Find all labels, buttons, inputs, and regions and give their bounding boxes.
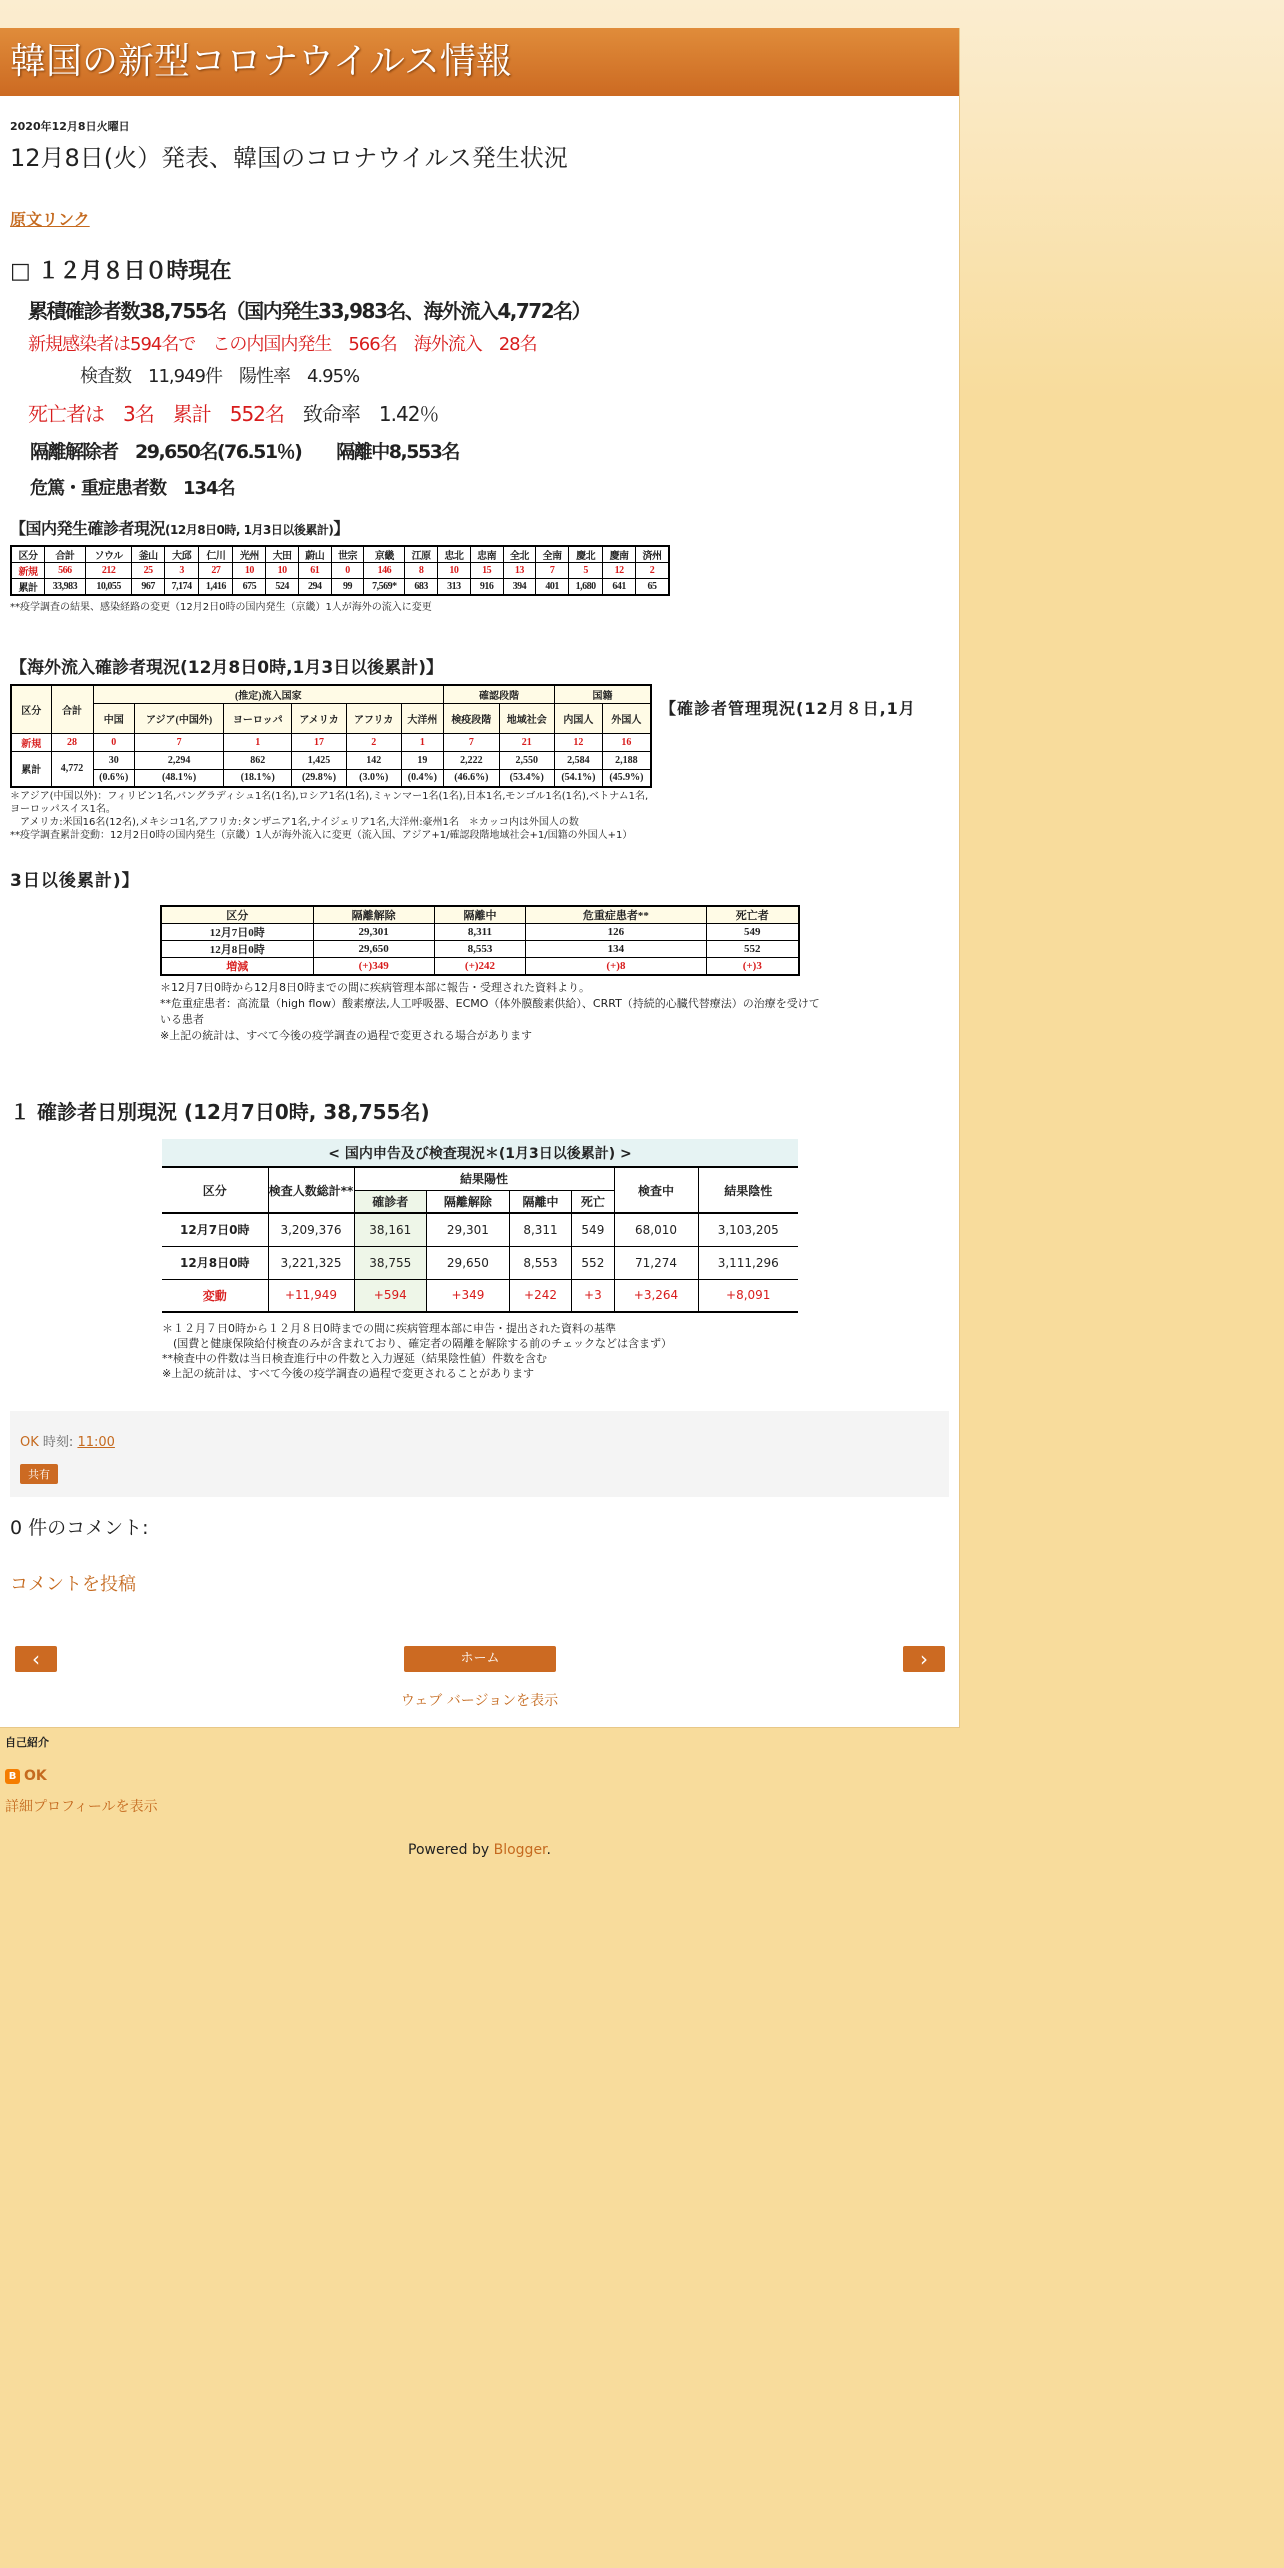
domestic-header: 釜山	[132, 546, 165, 563]
daily-cell: 549	[572, 1213, 614, 1246]
overseas-new-cell: 2	[346, 733, 401, 751]
overseas-h-group3: 国籍	[554, 685, 651, 703]
domestic-header: ソウル	[85, 546, 131, 563]
management-cell: 12月7日0時	[161, 924, 313, 941]
domestic-new-cell: 8	[405, 563, 438, 579]
overseas-cum-cell: 2,222	[444, 751, 499, 769]
overseas-cum-cell: 19	[401, 751, 444, 769]
domestic-heading-end: 】	[333, 519, 349, 538]
source-link[interactable]: 原文リンク	[10, 210, 90, 229]
overseas-pct-cell: (54.1%)	[554, 769, 602, 787]
domestic-header: 合計	[44, 546, 85, 563]
domestic-note: **疫学調査の結果、感染経路の変更（12月2日0時の国内発生（京畿）1人が海外の流入に変更	[10, 602, 432, 613]
daily-note: **検査中の件数は当日検査進行中の件数と入力遅延（結果陰性値）件数を含む	[162, 1352, 547, 1365]
daily-caption: < 国内申告及び検査現況＊(1月3日以後累計) >	[162, 1139, 798, 1167]
domestic-cum-cell: 99	[331, 579, 364, 596]
older-post-button[interactable]: ›	[903, 1646, 945, 1672]
domestic-new-cell: 212	[85, 563, 131, 579]
blogger-profile-icon: B	[5, 1769, 20, 1784]
overseas-sub-header: 地域社会	[499, 703, 554, 733]
daily-cell: +3,264	[614, 1279, 698, 1312]
summary-new: 新規感染者は594名で この内国内発生 566名 海外流入 28名	[28, 334, 537, 355]
overseas-note: アメリカ:米国16名(12名),メキシコ1名,アフリカ:タンザニア1名,ナイジェリア1名,大洋州:豪州1名 ＊カッコ内は外国人の数	[10, 817, 579, 828]
domestic-cum-cell: 33,983	[44, 579, 85, 596]
overseas-cum-cell: 2,188	[602, 751, 651, 769]
domestic-new-cell: 新規	[11, 563, 44, 579]
domestic-cum-cell: 394	[503, 579, 536, 596]
management-heading-end: 3日以後累計)】	[10, 871, 140, 891]
domestic-new-cell: 25	[132, 563, 165, 579]
overseas-sub-header: 中国	[93, 703, 134, 733]
daily-cell: 変動	[162, 1279, 268, 1312]
domestic-header: 忠北	[438, 546, 471, 563]
management-cell: 12月8日0時	[161, 941, 313, 958]
comments-count: 0 件のコメント:	[10, 1517, 149, 1539]
domestic-new-cell: 0	[331, 563, 364, 579]
management-header: 隔離解除	[313, 906, 434, 924]
domestic-heading	[10, 516, 949, 539]
powered-text: Powered by	[408, 1842, 490, 1858]
daily-cell: 29,301	[427, 1213, 510, 1246]
daily-cell: 68,010	[614, 1213, 698, 1246]
domestic-cum-cell: 65	[635, 579, 669, 596]
overseas-pct-cell: (0.6%)	[93, 769, 134, 787]
overseas-sub-header: アジア(中国外)	[134, 703, 223, 733]
overseas-notes	[10, 790, 650, 842]
overseas-sub-header: アメリカ	[292, 703, 347, 733]
post-date: 2020年12月8日火曜日	[10, 120, 130, 133]
domestic-cum-cell: 524	[266, 579, 299, 596]
management-cell: 549	[706, 924, 799, 941]
overseas-h-total: 合計	[51, 685, 93, 733]
management-header: 死亡者	[706, 906, 799, 924]
overseas-cum-cell: 2,294	[134, 751, 223, 769]
overseas-sub-header: ヨーロッパ	[224, 703, 292, 733]
blog-pager	[10, 1646, 949, 1672]
overseas-block	[10, 684, 949, 788]
share-button[interactable]: 共有	[20, 1464, 58, 1484]
profile	[5, 1768, 954, 1784]
summary-heading: □ １２月８日０時現在	[10, 259, 231, 284]
domestic-header: 慶南	[603, 546, 636, 563]
post-byline	[20, 1431, 939, 1450]
summary-total: 累積確診者数38,755名（国内発生33,983名、海外流入4,772名）	[28, 299, 591, 323]
management-cell: 126	[526, 924, 706, 941]
domestic-table	[10, 545, 670, 596]
overseas-sub-header: 内国人	[554, 703, 602, 733]
daily-h-total: 検査人数総計**	[268, 1167, 354, 1213]
overseas-pct-cell: (3.0%)	[346, 769, 401, 787]
overseas-cum-label: 累計	[11, 751, 51, 787]
domestic-new-cell: 146	[364, 563, 405, 579]
about-heading: 自己紹介	[5, 1736, 49, 1749]
management-notes	[160, 980, 820, 1044]
overseas-new-cell: 7	[444, 733, 499, 751]
domestic-header: 済州	[635, 546, 669, 563]
profile-name-link[interactable]: OK	[24, 1768, 47, 1784]
overseas-sub-header: 大洋州	[401, 703, 444, 733]
overseas-sub-header: 検疫段階	[444, 703, 499, 733]
daily-cell: 38,755	[354, 1246, 427, 1279]
overseas-cum-cell: 1,425	[292, 751, 347, 769]
daily-cell: 552	[572, 1246, 614, 1279]
domestic-new-cell: 12	[603, 563, 636, 579]
overseas-new-cell: 1	[401, 733, 444, 751]
overseas-new-cell: 21	[499, 733, 554, 751]
daily-cell: +594	[354, 1279, 427, 1312]
overseas-new-cell: 1	[224, 733, 292, 751]
overseas-pct-cell: (0.4%)	[401, 769, 444, 787]
overseas-h-group2: 確認段階	[444, 685, 555, 703]
daily-cell: 38,161	[354, 1213, 427, 1246]
overseas-pct-cell: (18.1%)	[224, 769, 292, 787]
blogger-link[interactable]: Blogger	[493, 1842, 547, 1858]
daily-cell: 3,221,325	[268, 1246, 354, 1279]
overseas-h-kubun: 区分	[11, 685, 51, 733]
post-time-link[interactable]: 11:00	[77, 1435, 115, 1450]
management-cell: (+)242	[434, 958, 526, 976]
management-cell: (+)8	[526, 958, 706, 976]
management-cell: 552	[706, 941, 799, 958]
management-header: 危重症患者**	[526, 906, 706, 924]
domestic-new-cell: 15	[470, 563, 503, 579]
management-header: 区分	[161, 906, 313, 924]
management-note: **危重症患者：高流量（high flow）酸素療法,人工呼吸器、ECMO（体外膜酸素供給）、CRRT（持続的心臓代替療法）の治療を受けている患者	[160, 997, 820, 1026]
domestic-header: 京畿	[364, 546, 405, 563]
overseas-pct-cell: (48.1%)	[134, 769, 223, 787]
domestic-cum-cell: 313	[438, 579, 471, 596]
time-label: 時刻:	[42, 1435, 74, 1450]
domestic-new-cell: 10	[266, 563, 299, 579]
overseas-pct-cell: (29.8%)	[292, 769, 347, 787]
domestic-header: 慶北	[568, 546, 602, 563]
domestic-header: 世宗	[331, 546, 364, 563]
overseas-cum-cell: 862	[224, 751, 292, 769]
summary-deaths	[28, 398, 949, 427]
post-comment-link[interactable]: コメントを投稿	[10, 1574, 136, 1595]
summary-critical: 危篤・重症患者数 134名	[30, 478, 235, 499]
overseas-cum-cell: 142	[346, 751, 401, 769]
overseas-sub-header: アフリカ	[346, 703, 401, 733]
domestic-heading-small: (12月8日0時, 1月3日以後累計)	[165, 523, 334, 537]
view-profile-link[interactable]: 詳細プロフィールを表示	[5, 1799, 158, 1815]
domestic-new-cell: 5	[568, 563, 602, 579]
daily-cell: +11,949	[268, 1279, 354, 1312]
overseas-new-cell: 17	[292, 733, 347, 751]
newer-post-button[interactable]: ‹	[15, 1646, 57, 1672]
daily-cell: +349	[427, 1279, 510, 1312]
daily-cell: 3,103,205	[698, 1213, 798, 1246]
overseas-new-cell: 16	[602, 733, 651, 751]
daily-cell: 8,311	[509, 1213, 571, 1246]
domestic-cum-cell: 967	[132, 579, 165, 596]
daily-heading: １ 確診者日別現況 (12月7日0時, 38,755名)	[10, 1100, 430, 1124]
domestic-new-cell: 13	[503, 563, 536, 579]
overseas-pct-cell: (53.4%)	[499, 769, 554, 787]
domestic-cum-cell: 1,416	[199, 579, 233, 596]
domestic-header: 区分	[11, 546, 44, 563]
daily-cell: +8,091	[698, 1279, 798, 1312]
management-header: 隔離中	[434, 906, 526, 924]
domestic-header: 仁川	[199, 546, 233, 563]
domestic-header: 光州	[233, 546, 266, 563]
domestic-cum-cell: 7,174	[165, 579, 199, 596]
domestic-cum-cell: 294	[298, 579, 331, 596]
overseas-table	[10, 684, 652, 788]
domestic-cum-cell: 累計	[11, 579, 44, 596]
daily-h-negative: 結果陰性	[698, 1167, 798, 1213]
overseas-cum-cell: 2,550	[499, 751, 554, 769]
management-cell: 29,301	[313, 924, 434, 941]
daily-cell: 12月8日0時	[162, 1246, 268, 1279]
blog-header	[0, 28, 959, 96]
domestic-new-cell: 7	[536, 563, 569, 579]
overseas-note: ＊アジア(中国以外)：フィリピン1名,バングラディシュ1名(1名),ロシア1名(1名),ミャンマー1名(1名),日本1名,モンゴル1名(1名),ベトナム1名,ヨーロッパスイス1名。	[10, 791, 649, 815]
daily-h-kubun: 区分	[162, 1167, 268, 1213]
domestic-header: 大邱	[165, 546, 199, 563]
daily-cell: 8,553	[509, 1246, 571, 1279]
overseas-cum-cell: 2,584	[554, 751, 602, 769]
domestic-cum-cell: 7,569*	[364, 579, 405, 596]
management-cell: (+)3	[706, 958, 799, 976]
management-cell: 8,311	[434, 924, 526, 941]
domestic-cum-cell: 916	[470, 579, 503, 596]
domestic-header: 忠南	[470, 546, 503, 563]
blog-title[interactable]: 韓国の新型コロナウイルス情報	[10, 40, 512, 81]
overseas-new-cell: 7	[134, 733, 223, 751]
overseas-heading: 【海外流入確診者現況(12月8日0時,1月3日以後累計)】	[10, 658, 443, 678]
post-title: 12月8日(火）発表、韓国のコロナウイルス発生状況	[10, 144, 568, 172]
management-note: ＊12月7日0時から12月8日0時までの間に疾病管理本部に報告・受理された資料より。	[160, 981, 590, 994]
summary-released: 隔離解除者 29,650名(76.51％) 隔離中8,553名	[30, 441, 459, 463]
domestic-cum-cell: 683	[405, 579, 438, 596]
domestic-header: 蔚山	[298, 546, 331, 563]
daily-h-testing: 検査中	[614, 1167, 698, 1213]
management-cell: 29,650	[313, 941, 434, 958]
powered-by: Powered by Blogger.	[408, 1842, 551, 1858]
daily-sub-header: 隔離解除	[427, 1190, 510, 1213]
daily-table	[162, 1139, 798, 1313]
management-cell: 増減	[161, 958, 313, 976]
overseas-pct-cell: (46.6%)	[444, 769, 499, 787]
overseas-pct-cell: (45.9%)	[602, 769, 651, 787]
domestic-heading-text: 【国内発生確診者現況	[10, 519, 166, 538]
daily-cell: 71,274	[614, 1246, 698, 1279]
domestic-new-cell: 61	[298, 563, 331, 579]
daily-cell: 12月7日0時	[162, 1213, 268, 1246]
daily-cell: 3,111,296	[698, 1246, 798, 1279]
overseas-cum-cell: 30	[93, 751, 134, 769]
overseas-cum-total: 4,772	[51, 751, 93, 787]
daily-sub-header: 確診者	[354, 1190, 427, 1213]
summary-tests: 検査数 11,949件 陽性率 4.95%	[80, 366, 360, 387]
domestic-new-cell: 2	[635, 563, 669, 579]
daily-cell: +3	[572, 1279, 614, 1312]
web-version-link[interactable]: ウェブ バージョンを表示	[400, 1693, 559, 1709]
management-table	[160, 905, 800, 976]
overseas-h-group1: (推定)流入国家	[93, 685, 444, 703]
management-cell: 8,553	[434, 941, 526, 958]
domestic-new-cell: 27	[199, 563, 233, 579]
home-button[interactable]: ホーム	[404, 1646, 556, 1672]
post-content	[0, 118, 959, 1710]
domestic-new-cell: 10	[438, 563, 471, 579]
domestic-cum-cell: 401	[536, 579, 569, 596]
daily-cell: 29,650	[427, 1246, 510, 1279]
overseas-new-label: 新規	[11, 733, 51, 751]
post-footer	[10, 1411, 949, 1497]
domestic-new-cell: 566	[44, 563, 85, 579]
overseas-sub-header: 外国人	[602, 703, 651, 733]
management-cell: (+)349	[313, 958, 434, 976]
domestic-cum-cell: 10,055	[85, 579, 131, 596]
author-link[interactable]: OK	[20, 1435, 39, 1450]
management-note: ※上記の統計は、すべて今後の疫学調査の過程で変更される場合があります	[160, 1029, 532, 1042]
domestic-cum-cell: 1,680	[568, 579, 602, 596]
deaths-text: 死亡者は 3名 累計 552名	[28, 402, 284, 426]
domestic-cum-cell: 675	[233, 579, 266, 596]
daily-note: ＊１２月７日0時から１２月８日0時までの間に疾病管理本部に申告・提出された資料の基準	[162, 1322, 616, 1335]
daily-note: ※上記の統計は、すべて今後の疫学調査の過程で変更されることがあります	[162, 1367, 534, 1380]
daily-h-positive: 結果陽性	[354, 1167, 614, 1190]
daily-sub-header: 隔離中	[509, 1190, 571, 1213]
daily-notes	[162, 1321, 842, 1381]
overseas-new-cell: 12	[554, 733, 602, 751]
domestic-new-cell: 10	[233, 563, 266, 579]
daily-sub-header: 死亡	[572, 1190, 614, 1213]
domestic-header: 全南	[536, 546, 569, 563]
management-cell: 134	[526, 941, 706, 958]
management-heading-start: 【確診者管理現況(12月８日,1月	[660, 699, 916, 718]
daily-cell: +242	[509, 1279, 571, 1312]
blog-page	[0, 28, 960, 1858]
domestic-header: 大田	[266, 546, 299, 563]
fatality-rate: 致命率 1.42％	[302, 402, 439, 426]
domestic-new-cell: 3	[165, 563, 199, 579]
daily-note: (国費と健康保険給付検査のみが含まれており、確定者の隔離を解除する前のチェックなどは含まず）	[162, 1337, 672, 1350]
overseas-new-cell: 0	[93, 733, 134, 751]
domestic-header: 全北	[503, 546, 536, 563]
overseas-new-total: 28	[51, 733, 93, 751]
domestic-cum-cell: 641	[603, 579, 636, 596]
domestic-header: 江原	[405, 546, 438, 563]
daily-cell: 3,209,376	[268, 1213, 354, 1246]
overseas-note: **疫学調査累計変動：12月2日0時の国内発生（京畿）1人が海外流入に変更（流入国、アジア+1/確認段階地域社会+1/国籍の外国人+1）	[10, 830, 633, 841]
